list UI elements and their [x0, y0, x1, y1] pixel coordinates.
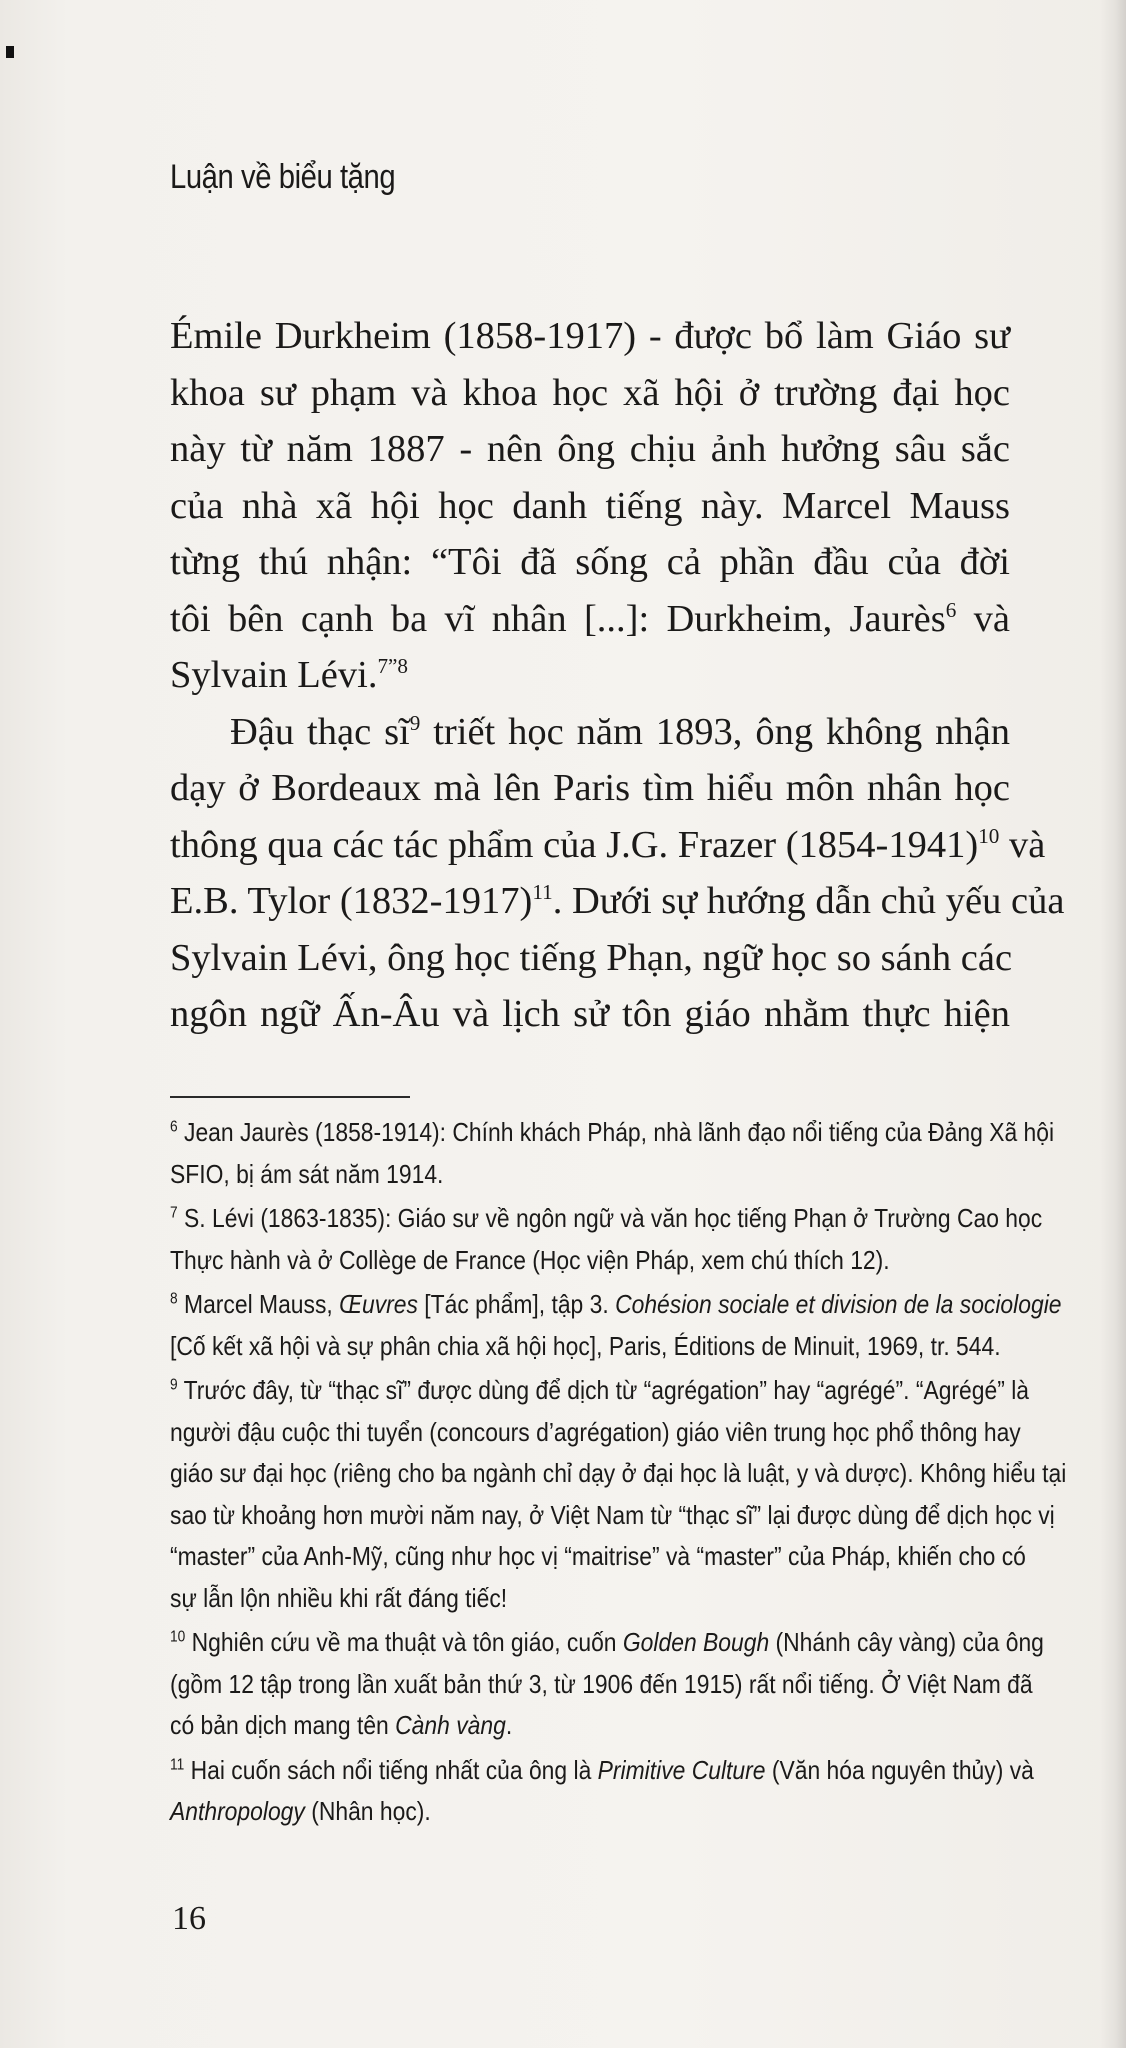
text-fragment: Nghiên cứu về ma thuật và tôn giáo, cuốn	[191, 1627, 623, 1657]
footnote-number: 7	[170, 1204, 178, 1222]
text-fragment: Sylvain Lévi.	[170, 654, 378, 696]
text-line: Émile Durkheim (1858-1917) - được bổ làm Giáo sư	[170, 315, 1010, 357]
text-fragment: (Nhánh cây vàng) của ông	[769, 1627, 1044, 1657]
footnote-ref-9[interactable]: 9	[409, 710, 421, 735]
footnote-line: Thực hành và ở Collège de France (Học viện Pháp, xem chú thích 12).	[170, 1244, 890, 1275]
footnote-ref-10[interactable]: 10	[978, 823, 1000, 848]
text-fragment: có bản dịch mang tên	[170, 1710, 396, 1740]
text-fragment: (Nhân học).	[304, 1796, 431, 1826]
text-fragment: Trước đây, từ “thạc sĩ” được dùng để dịch từ “agrégation” hay “agrégé”. “Agrégé” là	[183, 1375, 1030, 1405]
footnote-line	[170, 1370, 1050, 1412]
footnote-line	[170, 1750, 1050, 1792]
book-title: Cành vàng	[395, 1710, 506, 1740]
text-fragment: thông qua các tác phẩm của J.G. Frazer (1854-1941)	[170, 823, 979, 866]
text-fragment: [Tác phẩm], tập 3.	[417, 1289, 616, 1319]
footnote-number: 10	[170, 1628, 186, 1646]
footnote-number: 6	[170, 1118, 178, 1136]
book-title: Golden Bough	[622, 1627, 770, 1657]
footnote-9	[170, 1370, 1067, 1619]
footnote-6	[170, 1112, 1055, 1195]
footnote-separator	[170, 1096, 410, 1098]
paragraph-1	[170, 308, 1010, 704]
page-number: 16	[172, 1900, 206, 1937]
running-head: Luận về biểu tặng	[170, 158, 396, 196]
footnote-line: người đậu cuộc thi tuyển (concours d’agrégation) giáo viên trung học phổ thông hay	[170, 1416, 1021, 1447]
footnote-line: giáo sư đại học (riêng cho ba ngành chỉ dạy ở đại học là luật, y và dược). Không hiểu tại	[170, 1458, 1067, 1488]
footnote-line	[170, 1791, 1050, 1833]
footnote-line: [Cố kết xã hội và sự phân chia xã hội học], Paris, Éditions de Minuit, 1969, tr. 544.	[170, 1330, 1001, 1361]
footnote-8	[170, 1284, 1062, 1367]
text-fragment: và	[956, 597, 1011, 640]
footnote-ref-7-8[interactable]: 7”8	[377, 654, 408, 679]
book-title: Cohésion sociale et division de la sociologie	[615, 1289, 1062, 1319]
footnote-line	[170, 1112, 1055, 1154]
scan-mark	[6, 46, 14, 58]
footnote-number: 9	[170, 1376, 178, 1394]
text-fragment: S. Lévi (1863-1835): Giáo sư về ngôn ngữ và văn học tiếng Phạn ở Trường Cao học	[184, 1203, 1043, 1233]
book-title: Anthropology	[170, 1796, 305, 1826]
footnote-line: sao từ khoảng hơn mười năm nay, ở Việt Nam từ “thạc sĩ” lại được dùng để dịch học vị	[170, 1499, 1055, 1530]
text-line	[170, 873, 1065, 930]
text-fragment: và	[999, 823, 1046, 866]
text-line	[170, 817, 1046, 874]
footnote-number: 11	[170, 1755, 185, 1773]
text-fragment: (Văn hóa nguyên thủy) và	[765, 1754, 1034, 1785]
text-line: từng thú nhận: “Tôi đã sống cả phần đầu của đời	[170, 541, 1010, 583]
footnote-ref-11[interactable]: 11	[532, 880, 553, 905]
text-fragment: tôi bên cạnh ba vĩ nhân [...]: Durkheim, Jaurès	[170, 597, 946, 640]
text-fragment: Hai cuốn sách nổi tiếng nhất của ông là	[190, 1754, 598, 1785]
text-fragment: Đậu thạc sĩ	[230, 710, 410, 753]
footnote-line: “master” của Anh-Mỹ, cũng như học vị “maitrise” và “master” của Pháp, khiến cho có	[170, 1541, 1026, 1571]
text-fragment: Jean Jaurès (1858-1914): Chính khách Pháp, nhà lãnh đạo nổi tiếng của Đảng Xã hội	[184, 1117, 1055, 1147]
footnotes	[170, 1112, 1067, 1836]
text-fragment: E.B. Tylor (1832-1917)	[170, 880, 533, 922]
text-fragment: Marcel Mauss,	[184, 1289, 340, 1319]
footnote-line: (gồm 12 tập trong lần xuất bản thứ 3, từ 1906 đến 1915) rất nổi tiếng. Ở Việt Nam đã	[170, 1668, 1033, 1699]
main-text	[170, 308, 1065, 1043]
text-fragment: triết học năm 1893, ông không nhận	[420, 710, 1010, 753]
text-line: của nhà xã hội học danh tiếng này. Marcel Mauss	[170, 484, 1010, 527]
text-line: Sylvain Lévi, ông học tiếng Phạn, ngữ học so sánh các	[170, 936, 1013, 979]
text-line: ngôn ngữ Ấn-Âu và lịch sử tôn giáo nhằm thực hiện	[170, 993, 1010, 1035]
paragraph-2	[170, 704, 1065, 1043]
text-line: khoa sư phạm và khoa học xã hội ở trường đại học	[170, 371, 1010, 414]
footnote-11	[170, 1750, 1050, 1833]
text-fragment: . Dưới sự hướng dẫn chủ yếu của	[552, 880, 1065, 922]
text-line: dạy ở Bordeaux mà lên Paris tìm hiểu môn nhân học	[170, 767, 1010, 809]
text-line	[170, 704, 1010, 761]
footnote-10	[170, 1622, 1050, 1747]
footnote-line	[170, 1622, 1050, 1664]
footnote-line	[170, 1198, 1050, 1240]
book-title: Œuvres	[339, 1289, 418, 1319]
footnote-line: SFIO, bị ám sát năm 1914.	[170, 1158, 444, 1189]
text-line	[170, 647, 1010, 704]
text-fragment: .	[505, 1710, 513, 1740]
text-line	[170, 591, 1010, 648]
footnote-line	[170, 1284, 1062, 1326]
footnote-number: 8	[170, 1290, 178, 1308]
footnote-ref-6[interactable]: 6	[945, 597, 957, 622]
footnote-line: sự lẫn lộn nhiều khi rất đáng tiếc!	[170, 1582, 508, 1613]
text-line: này từ năm 1887 - nên ông chịu ảnh hưởng sâu sắc	[170, 428, 1010, 470]
footnote-line	[170, 1705, 1050, 1747]
footnote-7	[170, 1198, 1050, 1281]
page-edge-shadow	[1100, 0, 1126, 2048]
book-title: Primitive Culture	[597, 1754, 766, 1785]
